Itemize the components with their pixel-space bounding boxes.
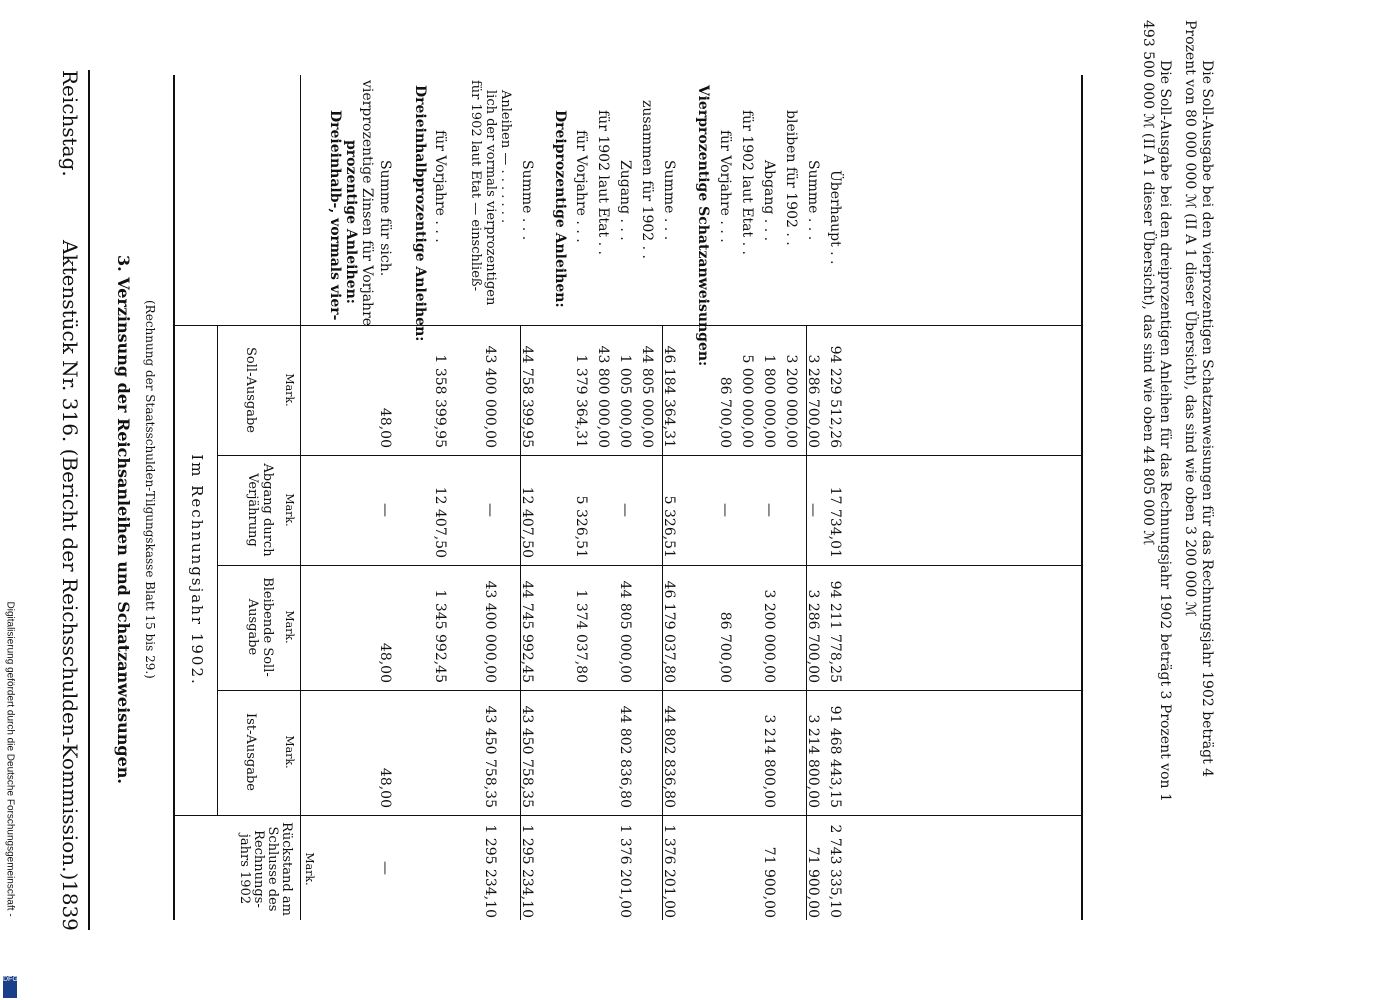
row-label: für 1902 laut Etat . . (595, 110, 611, 255)
cell-bleib: 44 805 000,00 (617, 580, 633, 683)
unit-rueck: Mark. (303, 852, 316, 886)
row-label: Dreieinhalb-, vormals vier- (327, 110, 343, 321)
sum-rule (520, 325, 521, 920)
cell-verj: 17 734,01 (827, 486, 843, 558)
cell-soll: 3 200 000,00 (783, 354, 799, 448)
cell-rueck: 71 900,00 (805, 846, 821, 918)
section-title: 3. Verzinsung der Reichsanleihen und Schatzanweisungen. (114, 255, 133, 784)
sum-rule (806, 325, 807, 920)
cell-soll: 1 358 399,95 (432, 354, 448, 448)
cell-verj: 12 407,50 (432, 486, 448, 558)
cell-verj: — (717, 503, 733, 517)
footnote: Die Soll-Ausgabe bei den vierprozentigen Schatzanweisungen für das Rechnungsjahr 1902 beträgt 4 Prozent von 80 000 000 ℳ (II A 1 dieser Übersicht), das sind wie oben 3 200 000 ℳ (1182, 20, 1215, 778)
row-label: für 1902 laut Etat . . (739, 110, 755, 255)
row-label: Zugang . . . (617, 160, 633, 241)
cell-ist: 3 214 800,00 (761, 714, 777, 808)
row-label: Überhaupt . . (827, 170, 843, 265)
table-top-rule (173, 75, 175, 920)
cell-verj: 5 326,51 (573, 495, 589, 558)
cell-ist: 44 802 836,80 (617, 705, 633, 808)
cell-ist: 44 802 836,80 (661, 705, 677, 808)
row-label: Summe . . . (519, 160, 535, 241)
cell-soll: 1 379 364,31 (573, 354, 589, 448)
row-label: lich der vormals vierprozentigen (483, 90, 498, 306)
footnote: Die Soll-Ausgabe bei den dreiprozentigen Anleihen für das Rechnungsjahr 1902 beträgt 3 Prozent von 1 493 500 000 ℳ (II A 1 dieser Übersicht), das sind wie oben 44 805 000 ℳ (1140, 20, 1173, 802)
cell-ist: 3 214 800,00 (805, 714, 821, 808)
cell-verj: — (377, 503, 393, 517)
cell-soll: 44 758 399,95 (519, 345, 535, 448)
cell-rueck: 1 376 201,00 (661, 824, 677, 918)
row-label: Anleihen — . . . . . . . (498, 90, 513, 224)
table-bottom-rule (1081, 75, 1083, 920)
header-rule (88, 70, 90, 930)
row-label: zusammen für 1902 . . (639, 100, 655, 259)
cell-bleib: 48,00 (377, 642, 393, 683)
row-label: Summe . . . (805, 160, 821, 241)
cell-verj: — (617, 503, 633, 517)
cell-bleib: 1 345 992,45 (432, 589, 448, 683)
col-header-ist: Ist-Ausgabe (243, 713, 258, 791)
cell-bleib: 46 179 037,80 (661, 580, 677, 683)
row-label: Summe für sich. (377, 160, 393, 277)
col-header-bleib: Bleibende Soll-Ausgabe (245, 577, 275, 677)
cell-bleib: 44 745 992,45 (519, 580, 535, 683)
cell-verj: 12 407,50 (519, 486, 535, 558)
cell-soll: 1 800 000,00 (761, 354, 777, 448)
row-label: für Vorjahre . . . (573, 130, 589, 243)
col-rule-2 (218, 455, 1083, 456)
cell-ist: 43 450 758,35 (519, 705, 535, 808)
dfg-logo-text: DFG (3, 976, 18, 983)
group-header: Im Rechnungsjahr 1902. (188, 454, 206, 686)
header-center: Aktenstück Nr. 316. (Bericht der Reichsschulden-Kommission.) (58, 240, 82, 881)
col-header-rueck: Rückstand am Schlusse des Rechnungs-jahrs 1902 (237, 822, 294, 916)
col-header-verj: Abgang durch Verjährung (245, 463, 275, 557)
cell-soll: 48,00 (377, 407, 393, 448)
row-label: Abgang . . . (761, 160, 777, 242)
group-header-rule (217, 325, 218, 815)
row-label: vierprozentige Zinsen für Vorjahre (359, 80, 375, 327)
unit-bleib: Mark. (283, 610, 296, 644)
credit-text: Digitalisierung gefördert durch die Deutsche Forschungsgemeinschaft - (4, 601, 16, 917)
cell-soll: 86 700,00 (717, 376, 733, 448)
col-rule-4 (218, 690, 1083, 691)
cell-bleib: 3 286 700,00 (805, 589, 821, 683)
dfg-logo (3, 976, 17, 998)
cell-verj: — (761, 503, 777, 517)
cell-rueck: 1 376 201,00 (617, 824, 633, 918)
cell-soll: 44 805 000,00 (639, 345, 655, 448)
cell-rueck: 71 900,00 (761, 846, 777, 918)
row-label: prozentige Anleihen: (343, 140, 359, 304)
page-number: 1839 (58, 880, 82, 931)
cell-bleib: 43 400 000,00 (482, 580, 498, 683)
row-label: für 1902 laut Etat — einschließ- (468, 80, 483, 291)
cell-soll: 5 000 000,00 (739, 354, 755, 448)
cell-rueck: — (377, 861, 393, 875)
row-label: Vierprozentige Schatzanweisungen: (695, 85, 711, 367)
cell-ist: 48,00 (377, 767, 393, 808)
cell-bleib: 94 211 778,25 (827, 580, 843, 683)
cell-soll: 46 184 364,31 (661, 345, 677, 448)
row-label: bleiben für 1902 . . (783, 110, 799, 246)
cell-soll: 3 286 700,00 (805, 354, 821, 448)
col-rule-3 (218, 565, 1083, 566)
cell-rueck: 2 743 335,10 (827, 824, 843, 918)
cell-ist: 91 468 443,15 (827, 705, 843, 808)
cell-verj: — (482, 503, 498, 517)
row-label: Dreieinhalbprozentige Anleihen: (412, 85, 428, 342)
cell-bleib: 86 700,00 (717, 611, 733, 683)
row-label: für Vorjahre . . . (717, 130, 733, 243)
cell-verj: — (805, 503, 821, 517)
cell-soll: 43 800 000,00 (595, 345, 611, 448)
cell-soll: 94 229 512,26 (827, 345, 843, 448)
credit-sidebar (0, 601, 20, 1000)
cell-rueck: 1 295 234,10 (519, 824, 535, 918)
sum-rule (662, 325, 663, 920)
unit-soll: Mark. (283, 373, 296, 407)
unit-verj: Mark. (283, 493, 296, 527)
table-header-rule (300, 75, 301, 920)
cell-bleib: 1 374 037,80 (573, 589, 589, 683)
row-label: Dreiprozentige Anleihen: (552, 110, 568, 308)
cell-soll: 43 400 000,00 (482, 345, 498, 448)
col-rule-1 (175, 325, 1083, 326)
col-header-soll: Soll-Ausgabe (243, 347, 258, 433)
col-rule-5 (175, 815, 1083, 816)
section-subtitle: (Rechnung der Staatsschulden-Tilgungskasse Blatt 15 bis 29.) (143, 300, 157, 679)
cell-soll: 1 005 000,00 (617, 354, 633, 448)
unit-ist: Mark. (283, 735, 296, 769)
header-left: Reichstag. (58, 70, 82, 177)
cell-verj: 5 326,51 (661, 495, 677, 558)
cell-bleib: 3 200 000,00 (761, 589, 777, 683)
cell-rueck: 1 295 234,10 (482, 824, 498, 918)
row-label: Summe . . . (661, 160, 677, 241)
row-label: für Vorjahre . . . (432, 130, 448, 243)
cell-ist: 43 450 758,35 (482, 705, 498, 808)
